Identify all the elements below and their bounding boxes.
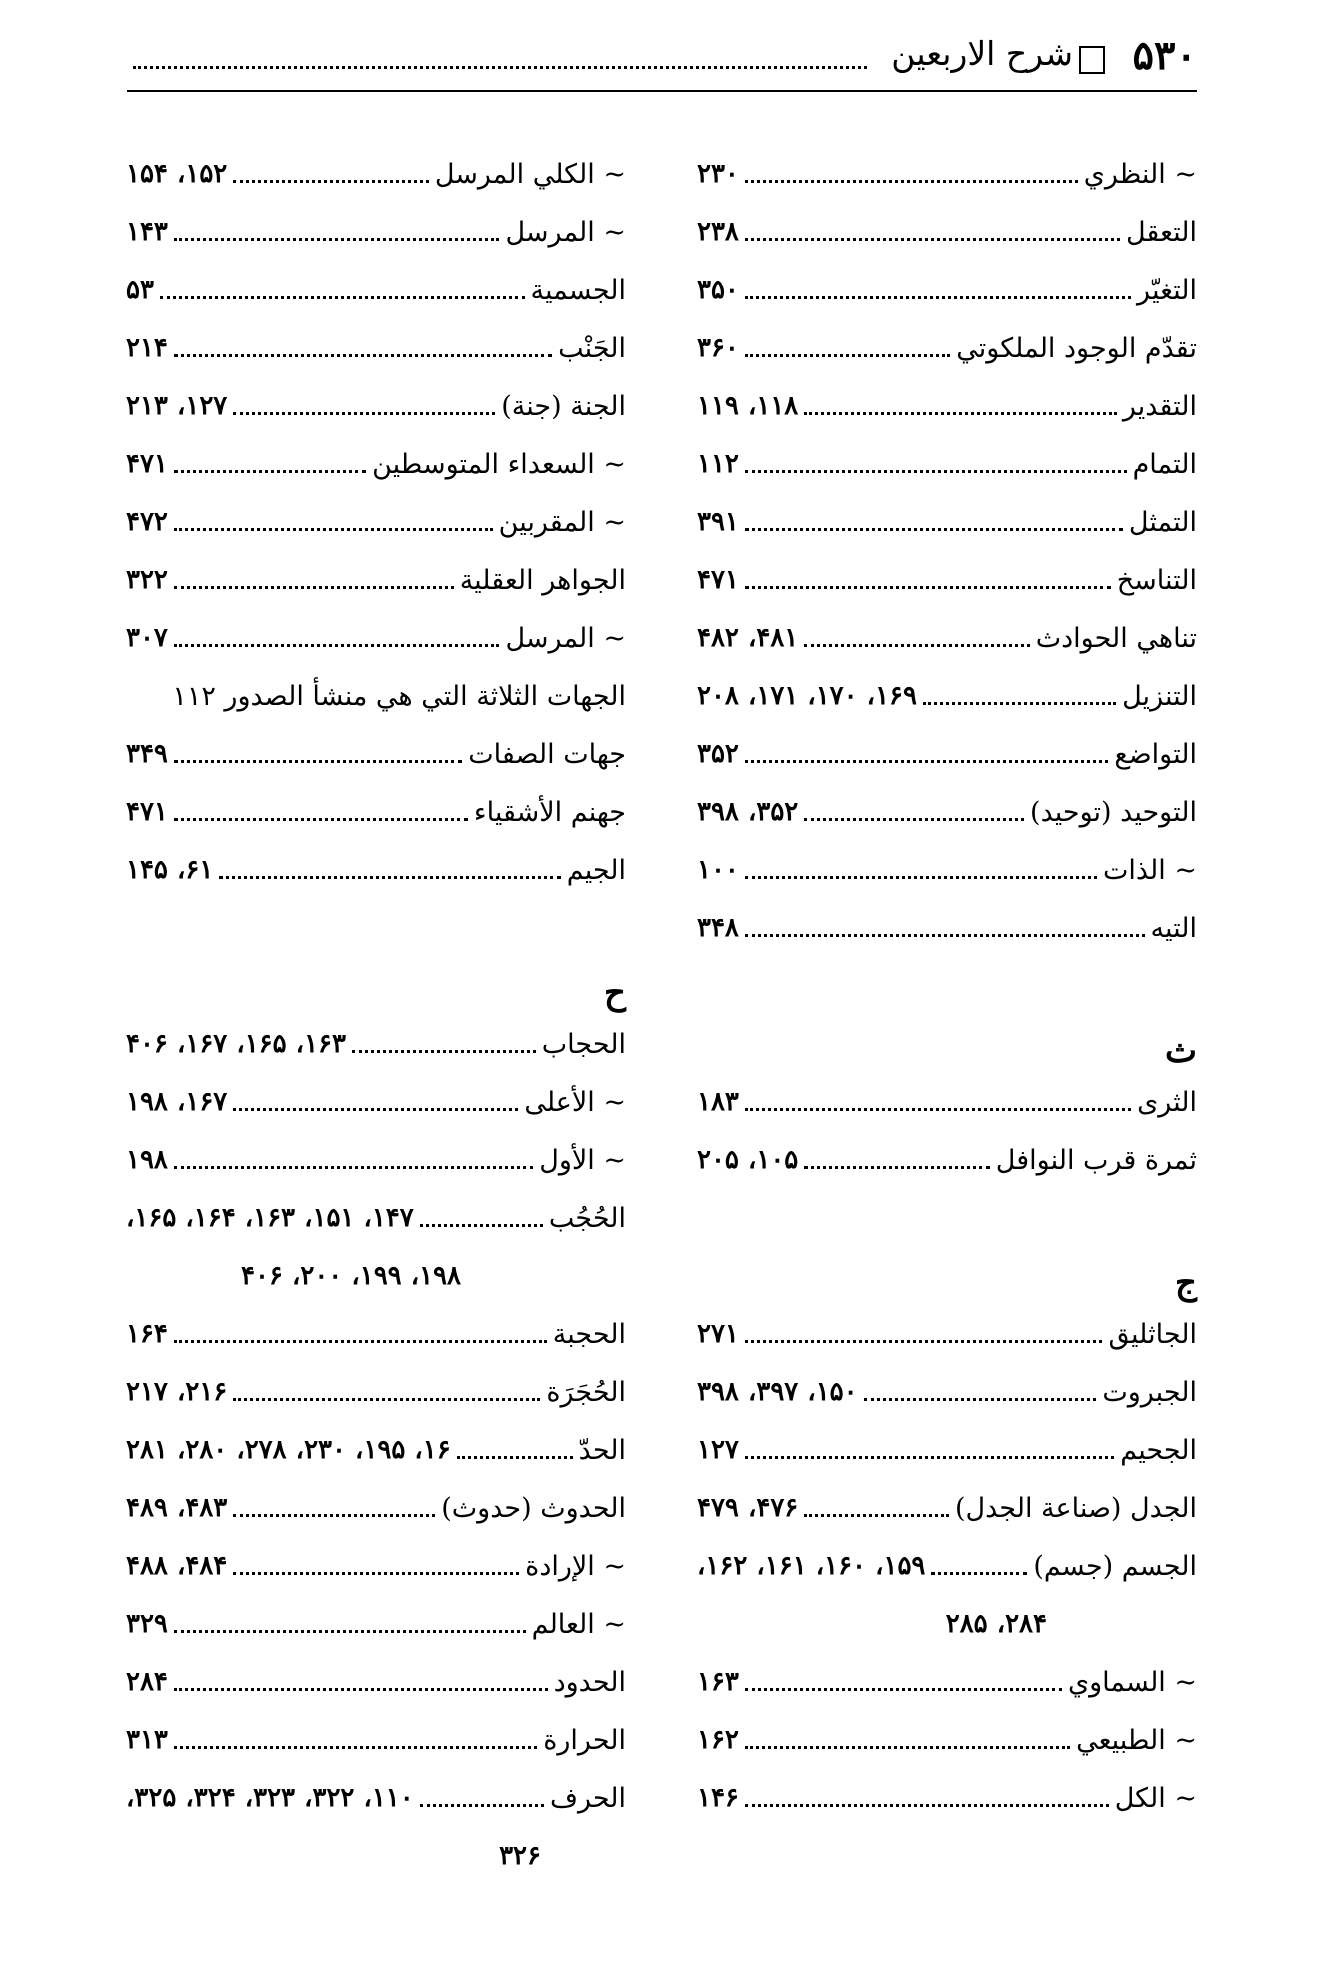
index-entry [126,609,626,667]
index-entry [126,1189,626,1247]
index-entry [126,1015,626,1073]
index-term: الحجاب [541,1028,626,1060]
dotted-leader [804,1166,990,1169]
dotted-leader [745,876,1097,879]
dotted-leader [804,412,1117,415]
page-refs: ۱۶۹، ۱۷۰، ۱۷۱، ۲۰۸ [697,681,917,711]
page-header [127,28,1197,92]
index-entry [697,493,1197,551]
dotted-leader [804,644,1029,647]
page-refs: ۵۳ [126,275,154,305]
index-term: جهنم الأشقياء [473,796,626,828]
page-refs: ۱۶۳، ۱۶۵، ۱۶۷، ۴۰۶ [126,1029,346,1059]
index-term: الحجبة [552,1318,626,1350]
dotted-leader [745,1456,1114,1459]
page-refs: ۱۲۷، ۲۱۳ [126,391,228,421]
page-refs: ۳۵۲، ۳۹۸ [697,797,799,827]
index-entry [126,1769,626,1827]
index-term: الجدل (صناعة الجدل) [954,1492,1197,1524]
dotted-leader [174,1688,548,1691]
index-term: الجحيم [1120,1434,1197,1466]
dotted-leader [745,528,1123,531]
index-term: الجبروت [1102,1376,1197,1408]
section-letter-jim: ج [1175,1263,1197,1303]
header-dotted-leader [133,66,867,69]
index-entry [126,1421,626,1479]
index-entry [697,1363,1197,1421]
page-refs: ۱۱۲ [697,449,739,479]
index-entry-full-line: الجهات الثلاثة التي هي منشأ الصدور ۱۱۲ [172,680,626,712]
page-refs: ۱۴۶ [697,1783,739,1813]
page-refs: ۶۱، ۱۴۵ [126,855,214,885]
index-term: الحُجَرَة [546,1376,626,1408]
index-term: الحرف [549,1782,626,1814]
index-term: التغيّر [1137,274,1197,306]
index-term: ~ الكلي المرسل [434,158,626,190]
index-term: الحدّ [578,1434,626,1466]
index-entry [126,261,626,319]
index-entry [126,1305,626,1363]
index-term: التناسخ [1116,564,1197,596]
index-entry [126,1711,626,1769]
dotted-leader [931,1572,1027,1575]
page-refs: ۳۵۲ [697,739,739,769]
index-term: ~ الكل [1114,1782,1197,1814]
page-refs: ۳۰۷ [126,623,168,653]
page-refs: ۲۱۶، ۲۱۷ [126,1377,228,1407]
dotted-leader [233,180,429,183]
index-term: الثرى [1137,1086,1197,1118]
index-entry [697,261,1197,319]
dotted-leader [804,818,1024,821]
index-term: ~ الأعلى [524,1086,626,1118]
index-term: الجيم [566,854,626,886]
dotted-leader [174,818,468,821]
square-marker-icon [1079,46,1105,74]
dotted-leader [745,1108,1131,1111]
dotted-leader [352,1050,536,1053]
index-term: الجواهر العقلية [459,564,626,596]
index-entry [126,435,626,493]
section-letter-ha: ح [604,973,626,1013]
index-entry [697,203,1197,261]
page-refs: ۱۶۴ [126,1319,168,1349]
dotted-leader [745,296,1131,299]
index-entry [126,377,626,435]
index-term: التعقل [1125,216,1197,248]
index-entry [697,435,1197,493]
dotted-leader [923,702,1116,705]
index-term: الحُجُب [548,1202,626,1234]
index-entry [697,725,1197,783]
index-term: ~ المرسل [505,216,626,248]
index-entry [697,1305,1197,1363]
page-refs: ۳۴۹ [126,739,168,769]
index-term: ~ الأول [539,1144,626,1176]
index-term: الحدود [553,1666,626,1698]
index-entry [126,1363,626,1421]
page-refs: ۲۳۸ [697,217,739,247]
index-term: التمثل [1128,506,1197,538]
index-entry [697,1421,1197,1479]
running-title: شرح الاربعين [891,34,1073,73]
index-entry [126,1537,626,1595]
index-entry [697,1711,1197,1769]
page-refs: ۴۷۱ [697,565,739,595]
index-term: الجنة (جنة) [501,390,626,422]
section-letter-tha: ث [1164,1031,1197,1071]
index-column-right [697,145,1197,1827]
dotted-leader [745,354,950,357]
index-term: التواضع [1114,738,1197,770]
dotted-leader [745,1340,1103,1343]
index-term: ~ الطبيعي [1076,1724,1197,1756]
index-entry [697,1479,1197,1537]
index-term: التوحيد (توحيد) [1030,796,1197,828]
dotted-leader [745,180,1078,183]
page-refs: ۴۷۱ [126,449,168,479]
dotted-leader [174,354,552,357]
dotted-leader [233,1108,518,1111]
dotted-leader [457,1456,573,1459]
index-term: ~ العالم [531,1608,626,1640]
page-refs: ۴۷۱ [126,797,168,827]
page-refs: ۴۸۱، ۴۸۲ [697,623,799,653]
dotted-leader [420,1224,543,1227]
page-refs: ۴۸۴، ۴۸۸ [126,1551,228,1581]
dotted-leader [864,1398,1097,1401]
page-refs: ۱۸۳ [697,1087,739,1117]
index-entry [126,203,626,261]
dotted-leader [745,1804,1109,1807]
index-entry [126,1479,626,1537]
page-refs: ۳۹۱ [697,507,739,537]
index-term: الجسمية [530,274,626,306]
dotted-leader [160,296,525,299]
page-refs: ۳۲۹ [126,1609,168,1639]
dotted-leader [745,586,1111,589]
dotted-leader [174,238,500,241]
index-term: ~ الذات [1102,854,1197,886]
dotted-leader [745,760,1108,763]
dotted-leader [233,1514,435,1517]
index-entry [697,1653,1197,1711]
index-term: تناهي الحوادث [1035,622,1197,654]
index-term: جهات الصفات [468,738,626,770]
page-refs: ۱۹۸ [126,1145,168,1175]
index-entry [697,377,1197,435]
index-term: ~ السعداء المتوسطين [372,448,626,480]
page-refs-continuation: ۳۲۶ [499,1841,541,1871]
page-refs: ۱۰۵، ۲۰۵ [697,1145,799,1175]
dotted-leader [174,1166,533,1169]
index-entry [126,841,626,899]
index-term: الحدوث (حدوث) [441,1492,626,1524]
index-term: تقدّم الوجود الملكوتي [956,332,1197,364]
index-term: التقدير [1122,390,1197,422]
page-refs: ۳۴۸ [697,913,739,943]
page-refs: ۴۷۲ [126,507,168,537]
index-term: الجاثليق [1108,1318,1197,1350]
page-refs: ۱۰۰ [697,855,739,885]
page-refs: ۲۷۱ [697,1319,739,1349]
page-refs: ۱۱۸، ۱۱۹ [697,391,799,421]
index-entry [697,551,1197,609]
index-entry [697,783,1197,841]
dotted-leader [174,1746,537,1749]
dotted-leader [233,1398,540,1401]
page-refs: ۱۶، ۱۹۵، ۲۳۰، ۲۷۸، ۲۸۰، ۲۸۱ [126,1435,451,1465]
index-term: التيه [1150,912,1197,944]
dotted-leader [420,1804,544,1807]
index-term: الحرارة [543,1724,626,1756]
dotted-leader [745,238,1120,241]
page-refs: ۳۲۲ [126,565,168,595]
page-refs: ۲۳۰ [697,159,739,189]
page-refs-continuation: ۲۸۴، ۲۸۵ [945,1609,1047,1639]
index-entry [126,1131,626,1189]
index-entry [697,841,1197,899]
index-entry [126,783,626,841]
page-refs: ۱۱۰، ۳۲۲، ۳۲۳، ۳۲۴، ۳۲۵، [126,1783,414,1813]
index-entry [697,667,1197,725]
page-refs: ۲۸۴ [126,1667,168,1697]
page-refs: ۱۶۳ [697,1667,739,1697]
dotted-leader [174,470,366,473]
index-entry [126,493,626,551]
dotted-leader [219,876,560,879]
index-term: ~ المقربين [498,506,626,538]
index-entry [697,899,1197,957]
page-refs: ۱۶۷، ۱۹۸ [126,1087,228,1117]
page-refs-continuation: ۱۹۸، ۱۹۹، ۲۰۰، ۴۰۶ [241,1261,461,1291]
index-term: الجَنْب [558,332,626,364]
page-refs: ۳۶۰ [697,333,739,363]
page-refs: ۱۴۳ [126,217,168,247]
dotted-leader [745,1688,1062,1691]
dotted-leader [174,528,493,531]
page-number: ۵۳۰ [1132,32,1197,79]
page-refs: ۱۵۲، ۱۵۴ [126,159,228,189]
index-entry [697,1537,1197,1595]
index-entry [126,1073,626,1131]
dotted-leader [804,1514,949,1517]
page-refs: ۲۱۴ [126,333,168,363]
index-entry [126,319,626,377]
index-term: ثمرة قرب النوافل [995,1144,1197,1176]
index-entry [697,1073,1197,1131]
index-entry [697,1131,1197,1189]
page-refs: ۱۴۷، ۱۵۱، ۱۶۳، ۱۶۴، ۱۶۵، [126,1203,414,1233]
dotted-leader [174,1340,547,1343]
index-term: ~ السماوي [1067,1666,1197,1698]
page-refs: ۳۱۳ [126,1725,168,1755]
page-refs: ۱۵۰، ۳۹۷، ۳۹۸ [697,1377,858,1407]
index-term: ~ الإرادة [525,1550,626,1582]
index-term: التنزيل [1122,680,1197,712]
page-refs: ۱۵۹، ۱۶۰، ۱۶۱، ۱۶۲، [697,1551,926,1581]
page-refs: ۴۸۳، ۴۸۹ [126,1493,228,1523]
page-refs: ۴۷۶، ۴۷۹ [697,1493,799,1523]
index-entry [697,145,1197,203]
index-entry [126,1595,626,1653]
dotted-leader [174,644,500,647]
index-entry [697,1769,1197,1827]
page-refs: ۱۲۷ [697,1435,739,1465]
dotted-leader [233,412,495,415]
index-entry [697,319,1197,377]
dotted-leader [174,1630,526,1633]
index-term: ~ المرسل [505,622,626,654]
dotted-leader [745,470,1127,473]
index-term: ~ النظري [1083,158,1197,190]
index-entry [126,145,626,203]
index-term: التمام [1132,448,1197,480]
index-entry [126,551,626,609]
page-refs: ۱۶۲ [697,1725,739,1755]
dotted-leader [174,586,454,589]
page-refs: ۳۵۰ [697,275,739,305]
dotted-leader [174,760,462,763]
dotted-leader [745,934,1145,937]
index-entry [697,609,1197,667]
dotted-leader [745,1746,1070,1749]
index-entry [126,725,626,783]
index-column-left [126,145,626,1885]
index-term: الجسم (جسم) [1033,1550,1197,1582]
dotted-leader [233,1572,519,1575]
index-entry [126,1653,626,1711]
